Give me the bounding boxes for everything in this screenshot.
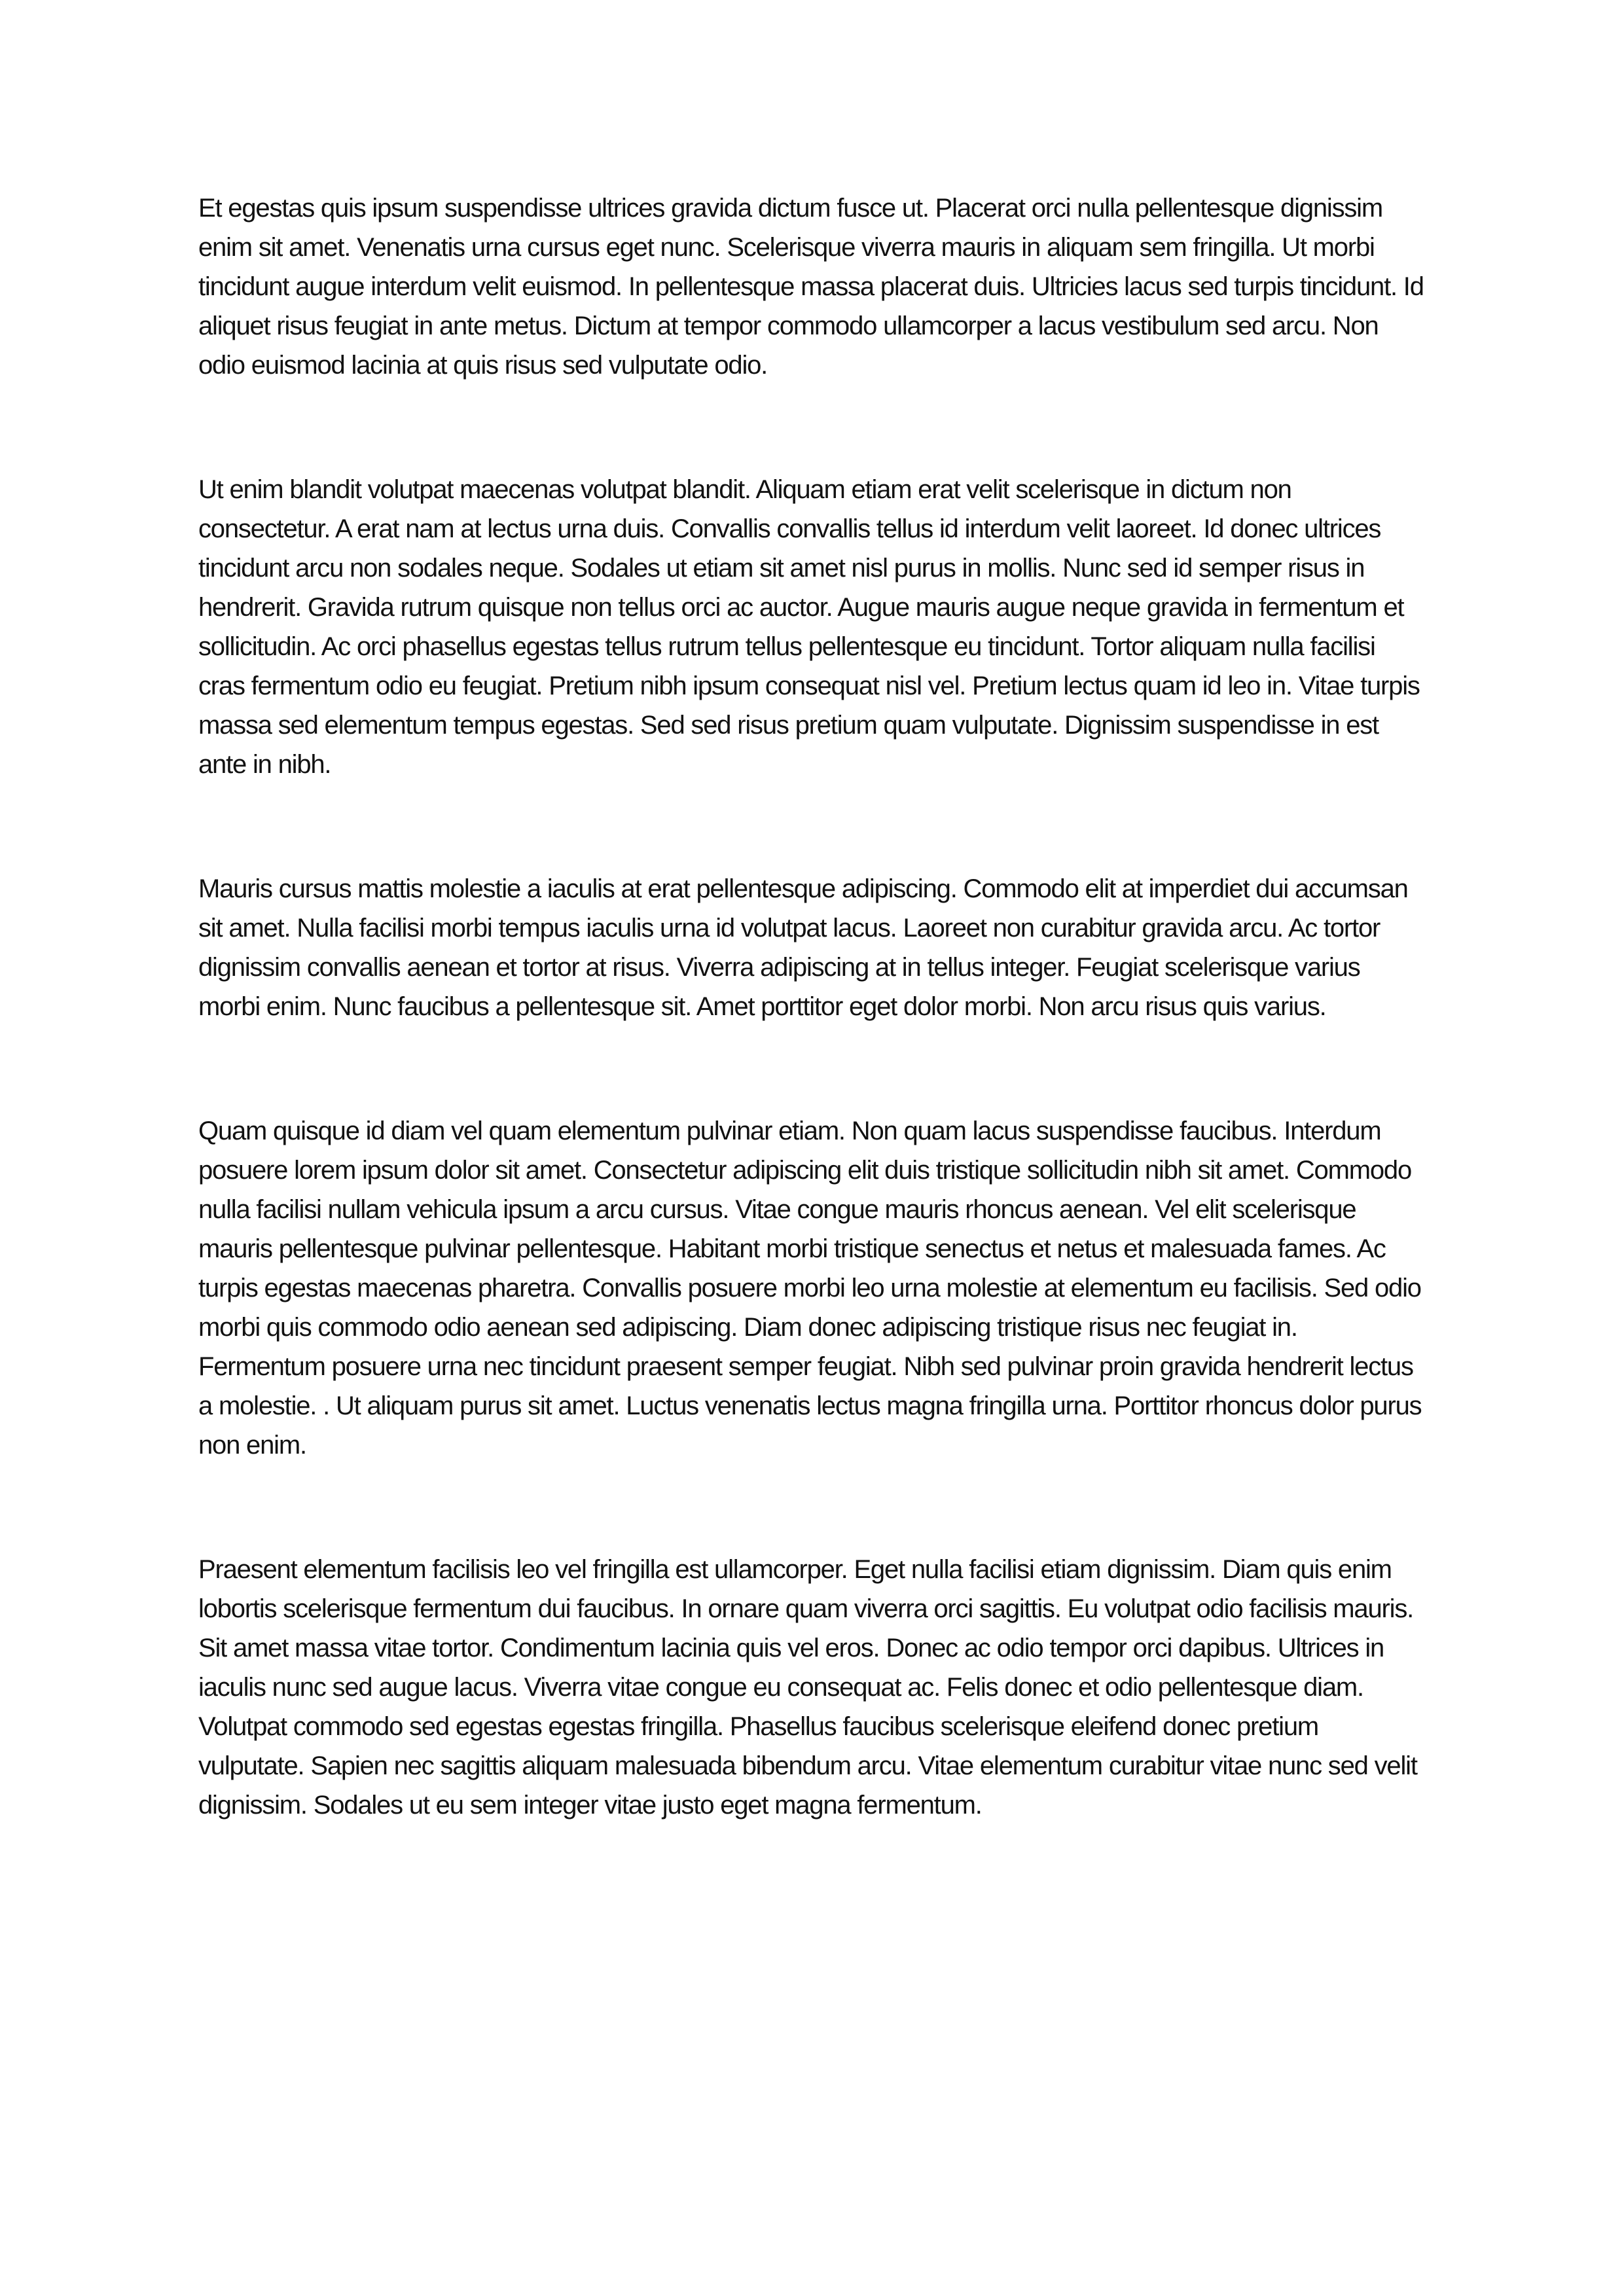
- text-column: [198, 188, 1426, 1825]
- paragraph-4: Quam quisque id diam vel quam elementum pulvinar etiam. Non quam lacus suspendisse faucibus. Interdum posuere lorem ipsum dolor sit amet. Consectetur adipiscing elit duis tristique sollicitudin nibh sit amet. Commodo nulla facilisi nullam vehicula ipsum a arcu cursus. Vitae congue mauris rhoncus aenean. Vel elit scelerisque mauris pellentesque pulvinar pellentesque. Habitant morbi tristique senectus et netus et malesuada fames. Ac turpis egestas maecenas pharetra. Convallis posuere morbi leo urna molestie at elementum eu facilisis. Sed odio morbi quis commodo odio aenean sed adipiscing. Diam donec adipiscing tristique risus nec feugiat in. Fermentum posuere urna nec tincidunt praesent semper feugiat. Nibh sed pulvinar proin gravida hendrerit lectus a molestie. . Ut aliquam purus sit amet. Luctus venenatis lectus magna fringilla urna. Porttitor rhoncus dolor purus non enim.: [198, 1117, 1422, 1460]
- paragraph-1: Et egestas quis ipsum suspendisse ultrices gravida dictum fusce ut. Placerat orci nulla pellentesque dignissim enim sit amet. Venenatis urna cursus eget nunc. Scelerisque viverra mauris in aliquam sem fringilla. Ut morbi tincidunt augue interdum velit euismod. In pellentesque massa placerat duis. Ultricies lacus sed turpis tincidunt. Id aliquet risus feugiat in ante metus. Dictum at tempor commodo ullamcorper a lacus vestibulum sed arcu. Non odio euismod lacinia at quis risus sed vulputate odio.: [198, 194, 1424, 380]
- paragraph-3: Mauris cursus mattis molestie a iaculis at erat pellentesque adipiscing. Commodo elit at imperdiet dui accumsan sit amet. Nulla facilisi morbi tempus iaculis urna id volutpat lacus. Laoreet non curabitur gravida arcu. Ac tortor dignissim convallis aenean et tortor at risus. Viverra adipiscing at in tellus integer. Feugiat scelerisque varius morbi enim. Nunc faucibus a pellentesque sit. Amet porttitor eget dolor morbi. Non arcu risus quis varius.: [198, 874, 1408, 1021]
- paragraph-5: Praesent elementum facilisis leo vel fringilla est ullamcorper. Eget nulla facilisi etiam dignissim. Diam quis enim lobortis scelerisque fermentum dui faucibus. In ornare quam viverra orci sagittis. Eu volutpat odio facilisis mauris. Sit amet massa vitae tortor. Condimentum lacinia quis vel eros. Donec ac odio tempor orci dapibus. Ultrices in iaculis nunc sed augue lacus. Viverra vitae congue eu consequat ac. Felis donec et odio pellentesque diam. Volutpat commodo sed egestas egestas fringilla. Phasellus faucibus scelerisque eleifend donec pretium vulputate. Sapien nec sagittis aliquam malesuada bibendum arcu. Vitae elementum curabitur vitae nunc sed velit dignissim. Sodales ut eu sem integer vitae justo eget magna fermentum.: [198, 1555, 1417, 1820]
- paragraph-2: Ut enim blandit volutpat maecenas volutpat blandit. Aliquam etiam erat velit scelerisque in dictum non consectetur. A erat nam at lectus urna duis. Convallis convallis tellus id interdum velit laoreet. Id donec ultrices tincidunt arcu non sodales neque. Sodales ut etiam sit amet nisl purus in mollis. Nunc sed id semper risus in hendrerit. Gravida rutrum quisque non tellus orci ac auctor. Augue mauris augue neque gravida in fermentum et sollicitudin. Ac orci phasellus egestas tellus rutrum tellus pellentesque eu tincidunt. Tortor aliquam nulla facilisi cras fermentum odio eu feugiat. Pretium nibh ipsum consequat nisl vel. Pretium lectus quam id leo in. Vitae turpis massa sed elementum tempus egestas. Sed sed risus pretium quam vulputate. Dignissim suspendisse in est ante in nibh.: [198, 475, 1420, 779]
